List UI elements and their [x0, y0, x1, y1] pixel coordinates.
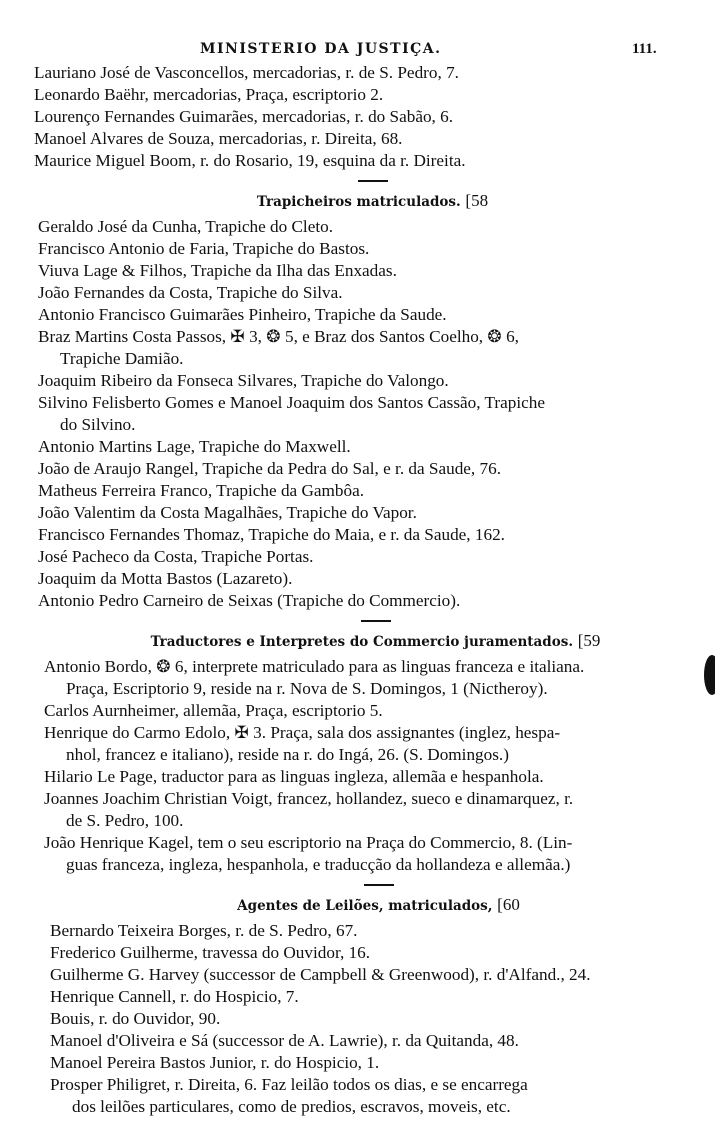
directory-entry: [38, 568, 707, 590]
directory-entry: [44, 700, 707, 722]
directory-entry: [34, 106, 707, 128]
entry-line: Joannes Joachim Christian Voigt, francez, hollandez, sueco e dinamarquez, r.: [44, 789, 574, 808]
directory-entry: [38, 238, 707, 260]
entry-line: João Henrique Kagel, tem o seu escriptorio na Praça do Commercio, 8. (Lin-: [44, 833, 573, 852]
entry-line: Guilherme G. Harvey (successor de Campbell & Greenwood), r. d'Alfand., 24.: [50, 965, 591, 984]
entry-line: Maurice Miguel Boom, r. do Rosario, 19, esquina da r. Direita.: [34, 151, 466, 170]
directory-entry: [50, 964, 707, 986]
directory-entry: [34, 150, 707, 172]
directory-entry: [34, 84, 707, 106]
entry-line: Bernardo Teixeira Borges, r. de S. Pedro, 67.: [50, 921, 358, 940]
directory-entry: [38, 502, 707, 524]
entry-line: Lauriano José de Vasconcellos, mercadorias, r. de S. Pedro, 7.: [34, 63, 459, 82]
section-heading-text: Trapicheiros matriculados.: [256, 194, 461, 210]
entry-line: Hilario Le Page, traductor para as linguas ingleza, allemãa e hespanhola.: [44, 767, 544, 786]
section-agentes-leiloes: [50, 884, 707, 1118]
directory-entry: [38, 304, 707, 326]
section-divider: [364, 884, 394, 886]
entry-line: João Valentim da Costa Magalhães, Trapiche do Vapor.: [38, 503, 417, 522]
directory-entry: [38, 392, 707, 436]
entry-continuation-line: Praça, Escriptorio 9, reside na r. Nova de S. Domingos, 1 (Nictheroy).: [66, 679, 548, 698]
entry-line: Francisco Fernandes Thomaz, Trapiche do Maia, e r. da Saude, 162.: [38, 525, 505, 544]
section-heading: [38, 189, 707, 214]
section-heading: [44, 629, 707, 654]
section-merchants: [34, 62, 707, 172]
directory-entry: [50, 986, 707, 1008]
page-number: 111.: [632, 41, 657, 57]
section-divider: [358, 180, 388, 182]
directory-entry: [44, 788, 707, 832]
directory-entry: [38, 282, 707, 304]
directory-entry: [38, 546, 707, 568]
entry-line: Antonio Pedro Carneiro de Seixas (Trapiche do Commercio).: [38, 591, 461, 610]
section-heading: [50, 893, 707, 918]
entry-line: Geraldo José da Cunha, Trapiche do Cleto.: [38, 217, 334, 236]
running-header: MINISTERIO DA JUSTIÇA.: [200, 41, 442, 57]
entry-line: Matheus Ferreira Franco, Trapiche da Gambôa.: [38, 481, 364, 500]
entry-continuation-line: guas franceza, ingleza, hespanhola, e traducção da hollandeza e allemãa.): [66, 855, 571, 874]
directory-entry: [44, 722, 707, 766]
directory-entry: [50, 1074, 707, 1118]
entry-line: Manoel d'Oliveira e Sá (successor de A. Lawrie), r. da Quitanda, 48.: [50, 1031, 519, 1050]
directory-entry: [38, 480, 707, 502]
entry-line: João de Araujo Rangel, Trapiche da Pedra do Sal, e r. da Saude, 76.: [38, 459, 502, 478]
entry-line: Joaquim da Motta Bastos (Lazareto).: [38, 569, 293, 588]
section-number: [59: [577, 631, 601, 650]
entry-line: Carlos Aurnheimer, allemãa, Praça, escriptorio 5.: [44, 701, 383, 720]
directory-entry: [44, 832, 707, 876]
entry-continuation-line: Trapiche Damião.: [60, 349, 184, 368]
entry-line: Antonio Martins Lage, Trapiche do Maxwell.: [38, 437, 351, 456]
entry-line: Lourenço Fernandes Guimarães, mercadorias, r. do Sabão, 6.: [34, 107, 454, 126]
directory-entry: [38, 590, 707, 612]
entry-line: Viuva Lage & Filhos, Trapiche da Ilha das Enxadas.: [38, 261, 397, 280]
entry-line: Silvino Felisberto Gomes e Manoel Joaquim dos Santos Cassão, Trapiche: [38, 393, 546, 412]
directory-entry: [50, 920, 707, 942]
directory-entry: [38, 260, 707, 282]
entry-line: Leonardo Baëhr, mercadorias, Praça, escriptorio 2.: [34, 85, 384, 104]
directory-entry: [44, 656, 707, 700]
directory-entry: [34, 62, 707, 84]
entry-line: Henrique do Carmo Edolo, ✠ 3. Praça, sala dos assignantes (inglez, hespa-: [44, 723, 561, 742]
directory-entry: [50, 1008, 707, 1030]
directory-entry: [50, 1052, 707, 1074]
section-number: [60: [497, 895, 520, 914]
directory-entry: [50, 942, 707, 964]
entry-line: José Pacheco da Costa, Trapiche Portas.: [38, 547, 314, 566]
directory-entry: [38, 370, 707, 392]
entry-line: Antonio Francisco Guimarães Pinheiro, Trapiche da Saude.: [38, 305, 447, 324]
entry-line: Francisco Antonio de Faria, Trapiche do Bastos.: [38, 239, 370, 258]
directory-entry: [38, 326, 707, 370]
entry-line: Manoel Pereira Bastos Junior, r. do Hospicio, 1.: [50, 1053, 380, 1072]
directory-entry: [38, 216, 707, 238]
section-divider: [361, 620, 391, 622]
entry-line: Frederico Guilherme, travessa do Ouvidor, 16.: [50, 943, 371, 962]
entry-continuation-line: do Silvino.: [60, 415, 136, 434]
entry-line: Manoel Alvares de Souza, mercadorias, r. Direita, 68.: [34, 129, 403, 148]
directory-entry: [50, 1030, 707, 1052]
section-trapicheiros: [38, 180, 707, 612]
entry-continuation-line: nhol, francez e italiano), reside na r. do Ingá, 26. (S. Domingos.): [66, 745, 509, 764]
section-heading-text: Agentes de Leilões, matriculados,: [237, 898, 493, 914]
entry-line: Antonio Bordo, ❂ 6, interprete matriculado para as linguas franceza e italiana.: [44, 657, 585, 676]
section-heading-text: Traductores e Interpretes do Commercio juramentados.: [150, 634, 574, 650]
entry-line: Henrique Cannell, r. do Hospicio, 7.: [50, 987, 299, 1006]
directory-entry: [44, 766, 707, 788]
directory-entry: [38, 458, 707, 480]
entry-line: Braz Martins Costa Passos, ✠ 3, ❂ 5, e Braz dos Santos Coelho, ❂ 6,: [38, 327, 519, 346]
section-number: [58: [465, 191, 489, 210]
entry-line: Bouis, r. do Ouvidor, 90.: [50, 1009, 221, 1028]
entry-line: Joaquim Ribeiro da Fonseca Silvares, Trapiche do Valongo.: [38, 371, 449, 390]
entry-line: Prosper Philigret, r. Direita, 6. Faz leilão todos os dias, e se encarrega: [50, 1075, 528, 1094]
entry-continuation-line: dos leilões particulares, como de predios, escravos, moveis, etc.: [72, 1097, 511, 1116]
directory-entry: [38, 524, 707, 546]
section-traductores: [44, 620, 707, 876]
directory-entry: [34, 128, 707, 150]
entry-continuation-line: de S. Pedro, 100.: [66, 811, 184, 830]
entry-line: João Fernandes da Costa, Trapiche do Silva.: [38, 283, 343, 302]
page-body: [0, 62, 715, 1118]
directory-entry: [38, 436, 707, 458]
ink-blot: [704, 655, 715, 695]
